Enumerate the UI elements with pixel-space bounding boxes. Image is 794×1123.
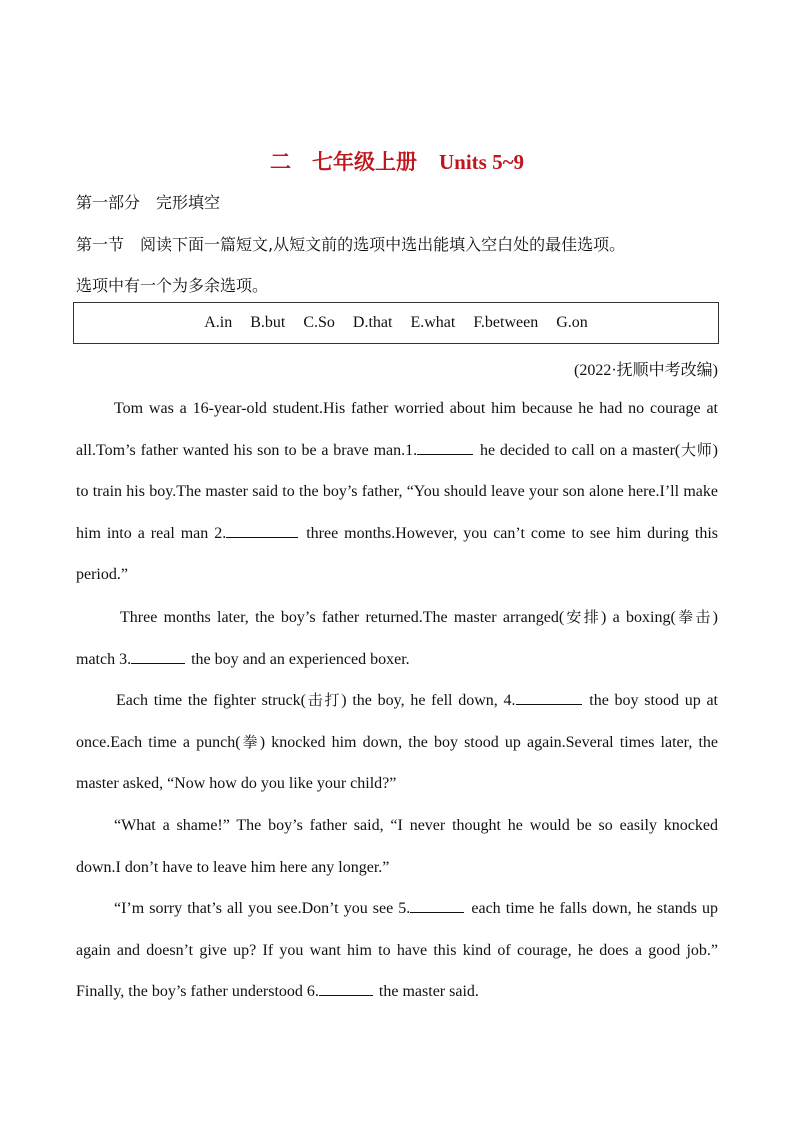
blank-3[interactable] [131, 643, 185, 664]
option-d: D.that [352, 314, 393, 331]
section-part-heading: 第一部分 完形填空 [76, 193, 221, 212]
section-instruction-line2: 选项中有一个为多余选项。 [76, 276, 269, 295]
option-g: G.on [556, 314, 588, 331]
option-f: F.between [473, 314, 539, 331]
paragraph-5: “I’m sorry that’s all you see.Don’t you see 5. each time he falls down, he stands up again and doesn’t give up? If you want him to have this kind of courage, he does a good job.” Finally, the boy’s father understood 6. the master said. [76, 888, 718, 1013]
source-note: (2022·抚顺中考改编) [574, 362, 718, 379]
option-b: B.but [250, 314, 286, 331]
paragraph-3: Each time the fighter struck(击打) the boy, he fell down, 4. the boy stood up at once.Each time a punch(拳) knocked him down, the boy stood up again.Several times later, the master asked, “Now how do you like your child?” [76, 680, 718, 805]
page-title [0, 146, 794, 176]
blank-4[interactable] [516, 684, 582, 705]
options-box [73, 302, 719, 344]
paragraph-4: “What a shame!” The boy’s father said, “I never thought he would be so easily knocked down.I don’t have to leave him here any longer.” [76, 817, 718, 876]
paragraph-1: Tom was a 16-year-old student.His father worried about him because he had no courage at all.Tom’s father wanted his son to be a brave man.1. he decided to call on a master(大师) to train his boy.The master said to the boy’s father, “You should leave your son alone here.I’ll make him into a real man 2. three months.However, you can’t come to see him during this period.” [76, 400, 719, 583]
section-instruction-line1: 第一节 阅读下面一篇短文,从短文前的选项中选出能填入空白处的最佳选项。 [76, 235, 626, 254]
blank-2[interactable] [226, 517, 298, 538]
title-units: Units 5~9 [438, 150, 524, 174]
title-chinese: 二 七年级上册 [269, 150, 417, 174]
option-a: A.in [204, 314, 233, 331]
blank-6[interactable] [319, 975, 373, 996]
option-e: E.what [410, 314, 456, 331]
blank-1[interactable] [417, 434, 473, 455]
option-c: C.So [303, 314, 335, 331]
blank-5[interactable] [410, 892, 464, 913]
paragraph-2: Three months later, the boy’s father returned.The master arranged(安排) a boxing(拳击) match 3. the boy and an experienced boxer. [76, 608, 718, 668]
